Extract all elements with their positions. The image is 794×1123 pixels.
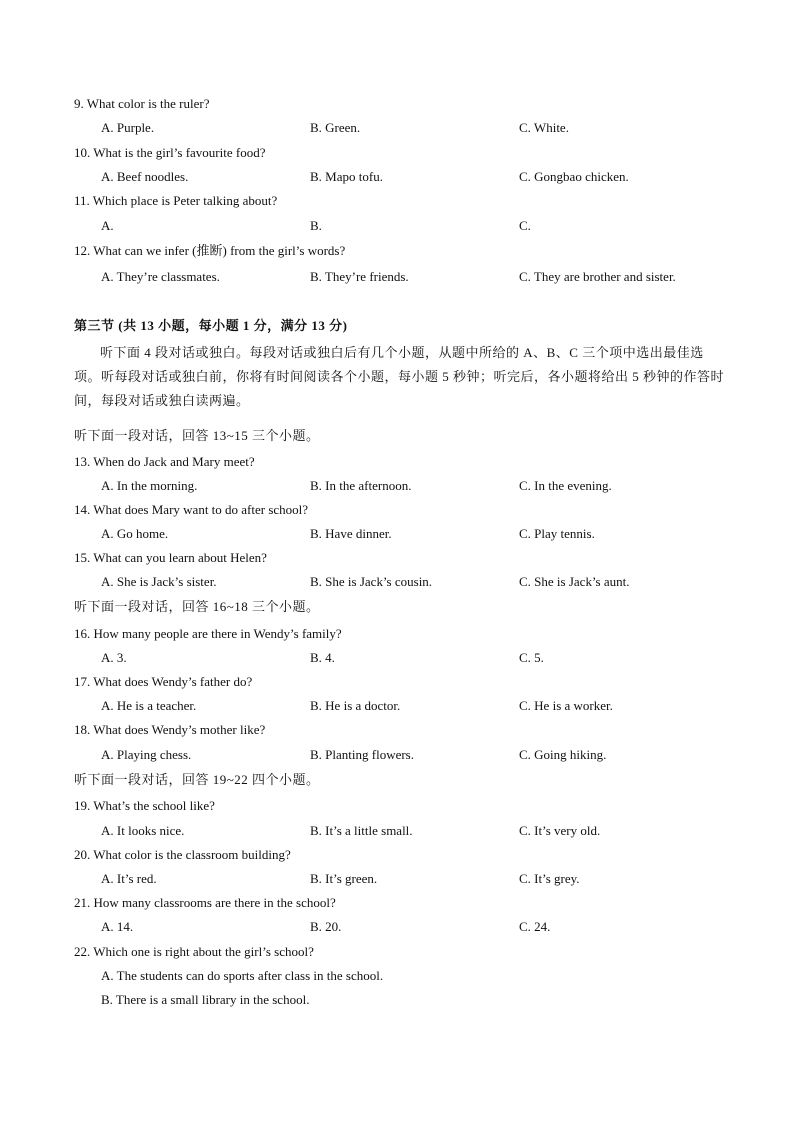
option-c: C. It’s very old. (519, 823, 601, 838)
question-12-stem: 12. What can we infer (推断) from the girl’s words? (74, 243, 346, 258)
question-22-option-b: B. There is a small library in the school. (101, 992, 310, 1007)
option-b: B. Mapo tofu. (310, 169, 383, 184)
section-instructions: 听下面 4 段对话或独白。每段对话或独白后有几个小题，从题中所给的 A、B、C 三个项中选出最佳选项。听每段对话或独白前，你将有时间阅读各个小题，每小题 5 秒钟；听完后，各小题将给出 5 秒钟的作答时间，每段对话或独白读两遍。 (74, 345, 725, 408)
question-17-options (101, 698, 741, 714)
option-c: C. (519, 218, 531, 233)
option-a: A. She is Jack’s sister. (101, 574, 217, 589)
option-b: B. 20. (310, 919, 342, 934)
option-b: B. They’re friends. (310, 269, 409, 284)
question-9-options (101, 120, 741, 136)
question-21-stem: 21. How many classrooms are there in the school? (74, 895, 336, 910)
question-14-stem: 14. What does Mary want to do after school? (74, 502, 309, 517)
question-15-stem: 15. What can you learn about Helen? (74, 550, 267, 565)
option-c: C. He is a worker. (519, 698, 613, 713)
question-22-stem: 22. Which one is right about the girl’s school? (74, 944, 314, 959)
option-a: A. In the morning. (101, 478, 198, 493)
option-b: B. It’s a little small. (310, 823, 413, 838)
option-a: A. He is a teacher. (101, 698, 197, 713)
question-11-options (101, 218, 741, 234)
option-c: C. In the evening. (519, 478, 612, 493)
option-a: A. 3. (101, 650, 127, 665)
dialog-intro-1: 听下面一段对话，回答 13~15 三个小题。 (74, 428, 320, 443)
option-a: A. Playing chess. (101, 747, 192, 762)
question-15-options (101, 574, 741, 590)
question-11-stem: 11. Which place is Peter talking about? (74, 193, 278, 208)
option-c: C. She is Jack’s aunt. (519, 574, 630, 589)
question-17-stem: 17. What does Wendy’s father do? (74, 674, 253, 689)
option-b: B. He is a doctor. (310, 698, 401, 713)
option-a: A. Purple. (101, 120, 155, 135)
option-a: A. Go home. (101, 526, 169, 541)
question-18-stem: 18. What does Wendy’s mother like? (74, 722, 266, 737)
option-c: C. Play tennis. (519, 526, 595, 541)
option-a: A. Beef noodles. (101, 169, 189, 184)
question-9-stem: 9. What color is the ruler? (74, 96, 210, 111)
question-13-stem: 13. When do Jack and Mary meet? (74, 454, 255, 469)
option-b: B. It’s green. (310, 871, 378, 886)
option-a: A. They’re classmates. (101, 269, 220, 284)
option-c: C. Going hiking. (519, 747, 607, 762)
question-10-stem: 10. What is the girl’s favourite food? (74, 145, 266, 160)
dialog-intro-3: 听下面一段对话，回答 19~22 四个小题。 (74, 772, 320, 787)
question-13-options (101, 478, 741, 494)
question-22-option-a: A. The students can do sports after class in the school. (101, 968, 384, 983)
question-16-options (101, 650, 741, 666)
option-a: A. (101, 218, 114, 233)
option-b: B. 4. (310, 650, 335, 665)
question-21-options (101, 919, 741, 935)
option-c: C. 5. (519, 650, 544, 665)
option-a: A. 14. (101, 919, 134, 934)
section-title: 第三节 (共 13 小题，每小题 1 分，满分 13 分) (74, 318, 348, 333)
option-b: B. Green. (310, 120, 361, 135)
question-18-options (101, 747, 741, 763)
option-c: C. They are brother and sister. (519, 269, 676, 284)
question-20-stem: 20. What color is the classroom building? (74, 847, 291, 862)
option-c: C. Gongbao chicken. (519, 169, 629, 184)
option-b: B. In the afternoon. (310, 478, 412, 493)
question-14-options (101, 526, 741, 542)
question-10-options (101, 169, 741, 185)
option-c: C. It’s grey. (519, 871, 580, 886)
question-19-stem: 19. What’s the school like? (74, 798, 215, 813)
option-b: B. She is Jack’s cousin. (310, 574, 433, 589)
question-20-options (101, 871, 741, 887)
dialog-intro-2: 听下面一段对话，回答 16~18 三个小题。 (74, 599, 320, 614)
question-16-stem: 16. How many people are there in Wendy’s family? (74, 626, 342, 641)
option-c: C. 24. (519, 919, 551, 934)
option-b: B. Have dinner. (310, 526, 392, 541)
question-12-options (101, 269, 741, 285)
option-a: A. It’s red. (101, 871, 157, 886)
option-c: C. White. (519, 120, 569, 135)
option-a: A. It looks nice. (101, 823, 185, 838)
option-b: B. Planting flowers. (310, 747, 414, 762)
question-19-options (101, 823, 741, 839)
option-b: B. (310, 218, 322, 233)
